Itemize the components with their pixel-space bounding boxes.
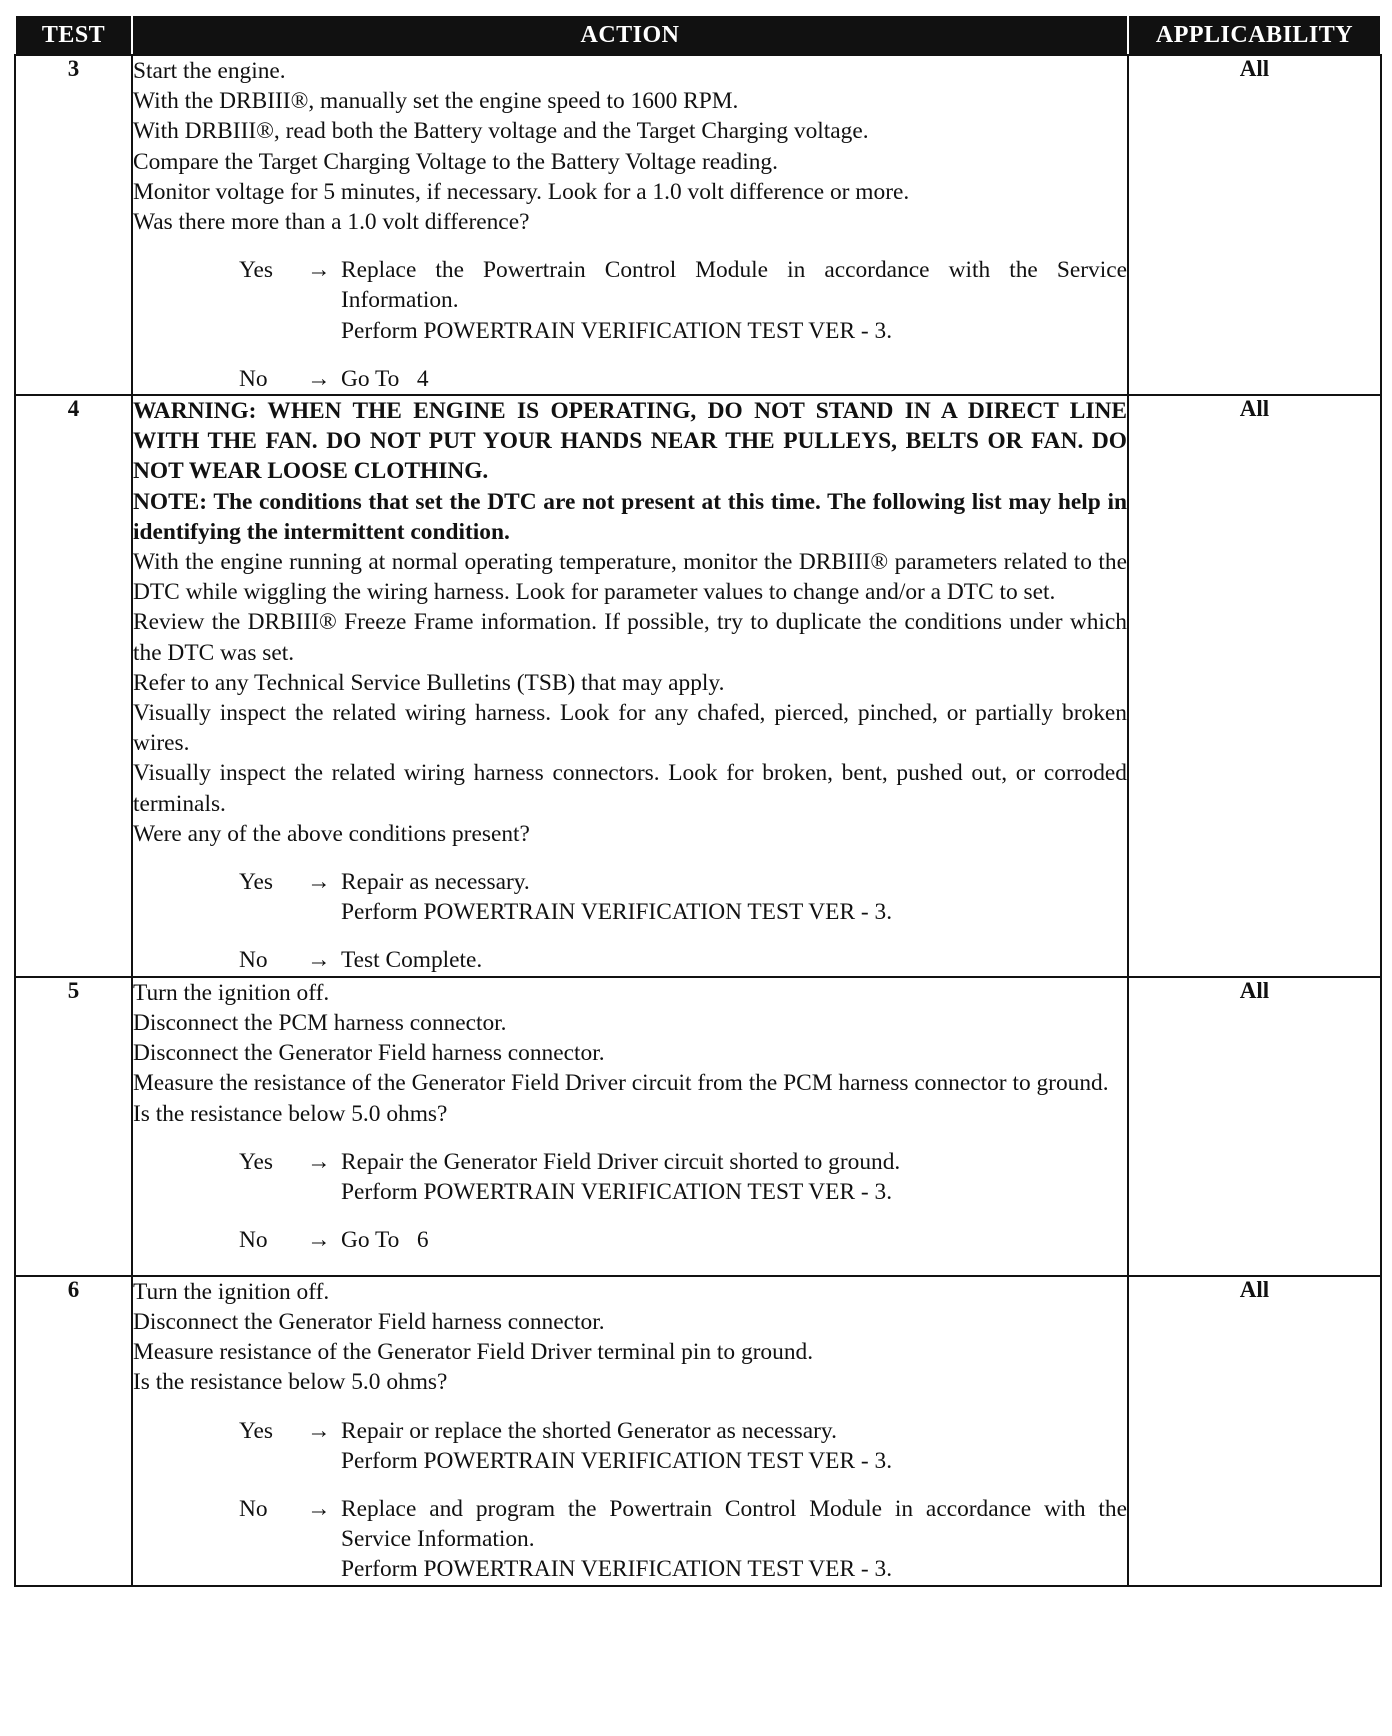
arrow-right-icon: →: [307, 1417, 331, 1444]
test-number: 3: [15, 55, 132, 395]
instruction-line: Monitor voltage for 5 minutes, if necessary. Look for a 1.0 volt difference or more.: [133, 178, 910, 205]
test-row: [15, 977, 1381, 1276]
instruction-line: Compare the Target Charging Voltage to the Battery Voltage reading.: [133, 148, 778, 175]
instruction-line: Refer to any Technical Service Bulletins (TSB) that may apply.: [133, 669, 725, 696]
arrow-right-icon: →: [307, 869, 331, 896]
warning-text: WARNING: WHEN THE ENGINE IS OPERATING, DO NOT STAND IN A DIRECT LINE WITH THE FAN. DO NOT PUT YOUR HANDS NEAR THE PULLEYS, BELTS OR FAN. DO NOT WEAR LOOSE CLOTHING.: [133, 398, 1127, 485]
table-header-row: [15, 15, 1381, 55]
outcome-label: No: [239, 1495, 268, 1522]
warning-text: NOTE: The conditions that set the DTC are not present at this time. The following list may help in identifying the intermittent condition.: [133, 488, 1127, 545]
outcome-yes: [133, 255, 1133, 346]
outcome-label: Yes: [239, 1417, 274, 1444]
outcome-text: [341, 867, 1127, 927]
instruction-line: Turn the ignition off.: [133, 979, 330, 1006]
applicability-value: All: [1128, 395, 1381, 977]
outcome-label: No: [239, 365, 268, 392]
instruction-line: Turn the ignition off.: [133, 1278, 330, 1305]
outcome-line: Go To 6: [341, 1227, 429, 1254]
test-row: [15, 1276, 1381, 1586]
instruction-line: Review the DRBIII® Freeze Frame information. If possible, try to duplicate the conditions under which the DTC was set.: [133, 609, 1127, 666]
outcome-text: [341, 1494, 1133, 1585]
instruction-line: Is the resistance below 5.0 ohms?: [133, 1369, 448, 1396]
outcome-line: Go To 4: [341, 365, 429, 392]
instruction-line: With the DRBIII®, manually set the engine speed to 1600 RPM.: [133, 88, 739, 115]
outcome-line: Perform POWERTRAIN VERIFICATION TEST VER - 3.: [341, 1447, 893, 1474]
applicability-value: All: [1128, 977, 1381, 1276]
outcome-label: No: [239, 1227, 268, 1254]
applicability-value: All: [1128, 1276, 1381, 1586]
test-number: 6: [15, 1276, 132, 1586]
outcome-line: Replace the Powertrain Control Module in accordance with the Service Information.: [341, 257, 1133, 314]
outcome-line: Repair as necessary.: [341, 869, 530, 896]
instruction-line: Visually inspect the related wiring harness. Look for any chafed, pierced, pinched, or partially broken wires.: [133, 700, 1127, 757]
action-cell: [132, 395, 1128, 977]
instruction-line: Measure the resistance of the Generator Field Driver circuit from the PCM harness connector to ground.: [133, 1070, 1109, 1097]
instruction-line: Disconnect the Generator Field harness connector.: [133, 1040, 605, 1067]
outcome-text: [341, 255, 1133, 346]
outcome-text: [341, 1147, 1127, 1207]
instruction-line: With the engine running at normal operating temperature, monitor the DRBIII® parameters related to the DTC while wiggling the wiring harness. Look for parameter values to change and/or a DTC to set.: [133, 549, 1127, 606]
outcome-no: [133, 1494, 1133, 1585]
outcome-line: Perform POWERTRAIN VERIFICATION TEST VER - 3.: [341, 1556, 893, 1583]
arrow-right-icon: →: [307, 1148, 331, 1175]
outcome-text: [341, 1225, 1127, 1255]
header-test: TEST: [15, 15, 132, 55]
instruction-line: Disconnect the Generator Field harness connector.: [133, 1308, 605, 1335]
outcome-text: [341, 1416, 1127, 1476]
outcome-line: Perform POWERTRAIN VERIFICATION TEST VER - 3.: [341, 899, 893, 926]
outcome-label: Yes: [239, 257, 274, 284]
applicability-value: All: [1128, 55, 1381, 395]
action-cell: [132, 977, 1128, 1276]
outcome-line: Perform POWERTRAIN VERIFICATION TEST VER - 3.: [341, 317, 893, 344]
outcome-yes: [133, 1416, 1127, 1476]
instruction-line: Was there more than a 1.0 volt difference?: [133, 209, 530, 236]
instruction-line: Start the engine.: [133, 58, 286, 84]
outcome-label: Yes: [239, 869, 274, 896]
instruction-line: Visually inspect the related wiring harness connectors. Look for broken, bent, pushed out, or corroded terminals.: [133, 760, 1127, 817]
instruction-line: Disconnect the PCM harness connector.: [133, 1009, 507, 1036]
outcome-no: [133, 1225, 1127, 1255]
instruction-line: Is the resistance below 5.0 ohms?: [133, 1100, 448, 1127]
diagnostic-test-sheet: [14, 14, 1380, 1724]
outcome-label: No: [239, 947, 268, 974]
outcome-line: Repair the Generator Field Driver circuit shorted to ground.: [341, 1148, 901, 1175]
test-row: [15, 55, 1381, 395]
instruction-line: Were any of the above conditions present?: [133, 820, 530, 847]
outcome-line: Test Complete.: [341, 947, 483, 974]
header-action: ACTION: [132, 15, 1128, 55]
outcome-no: [133, 364, 1127, 394]
test-number: 5: [15, 977, 132, 1276]
arrow-right-icon: →: [307, 365, 331, 392]
arrow-right-icon: →: [307, 257, 331, 284]
action-cell: [132, 55, 1133, 395]
outcome-line: Replace and program the Powertrain Control Module in accordance with the Service Information.: [341, 1495, 1133, 1553]
action-cell: [132, 1276, 1133, 1586]
instruction-line: With DRBIII®, read both the Battery voltage and the Target Charging voltage.: [133, 118, 869, 145]
header-applicability: APPLICABILITY: [1128, 15, 1381, 55]
outcome-yes: [133, 1147, 1127, 1207]
outcome-text: [341, 945, 1127, 975]
outcome-yes: [133, 867, 1127, 927]
instruction-line: Measure resistance of the Generator Field Driver terminal pin to ground.: [133, 1339, 814, 1366]
outcome-text: [341, 364, 1127, 394]
arrow-right-icon: →: [307, 1227, 331, 1254]
outcome-no: [133, 945, 1127, 975]
test-number: 4: [15, 395, 132, 977]
table-body: [15, 55, 1381, 1586]
arrow-right-icon: →: [307, 1495, 331, 1522]
outcome-line: Perform POWERTRAIN VERIFICATION TEST VER - 3.: [341, 1178, 893, 1205]
outcome-line: Repair or replace the shorted Generator as necessary.: [341, 1417, 837, 1444]
test-row: [15, 395, 1381, 977]
outcome-label: Yes: [239, 1148, 274, 1175]
diagnostic-table: [14, 14, 1382, 1587]
arrow-right-icon: →: [307, 947, 331, 974]
